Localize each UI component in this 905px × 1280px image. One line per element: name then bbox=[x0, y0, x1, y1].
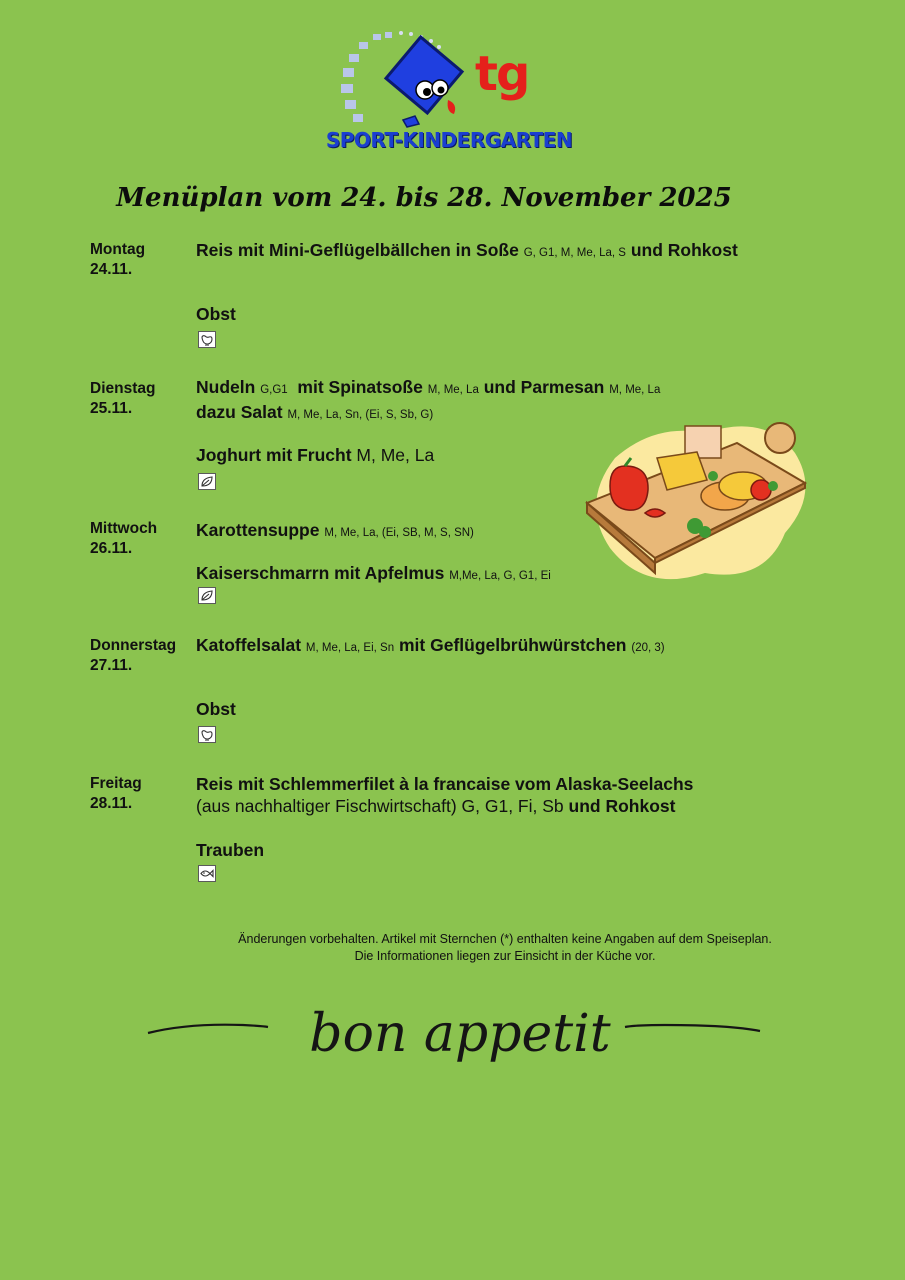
allergen-codes: M, Me, La bbox=[427, 384, 479, 396]
day-label-tuesday bbox=[90, 379, 155, 419]
meal-main: Reis mit Schlemmerfilet à la francaise vom Alaska-Seelachs bbox=[196, 774, 694, 794]
dish-text: Reis mit Mini-Geflügelbällchen in Soße bbox=[196, 240, 519, 260]
day-name: Montag bbox=[90, 241, 146, 258]
day-label-friday bbox=[90, 774, 142, 814]
disclaimer-line: Änderungen vorbehalten. Artikel mit Sternchen (*) enthalten keine Angaben auf dem Speiseplan. bbox=[238, 932, 772, 946]
logo-tg: tg bbox=[475, 46, 529, 102]
meal-dessert: Trauben bbox=[196, 840, 265, 860]
fish-icon bbox=[198, 865, 216, 882]
leaf-icon bbox=[198, 473, 216, 490]
cheese-board-illustration bbox=[585, 418, 807, 584]
day-name: Dienstag bbox=[90, 380, 156, 397]
meal-dessert: Obst bbox=[196, 304, 236, 324]
day-date: 27.11. bbox=[90, 657, 133, 674]
kindergarten-logo bbox=[315, 28, 585, 158]
dish-text: Karottensuppe bbox=[196, 520, 320, 540]
day-name: Mittwoch bbox=[90, 520, 158, 537]
allergen-codes: G, G1, M, Me, La, S bbox=[523, 247, 626, 259]
chicken-icon bbox=[198, 331, 216, 348]
meal-main-detail bbox=[196, 795, 675, 817]
dish-text: Kaiserschmarrn mit Apfelmus bbox=[196, 563, 445, 583]
dish-text: mit Geflügelbrühwürstchen bbox=[398, 635, 627, 655]
allergen-codes: G,G1 bbox=[260, 384, 288, 396]
meal-side bbox=[196, 401, 433, 426]
dish-text: (aus nachhaltiger Fischwirtschaft) G, G1, Fi, Sb bbox=[196, 796, 564, 816]
signature-text: bon appetit bbox=[309, 1004, 611, 1064]
allergen-codes: M, Me, La, Ei, Sn bbox=[305, 642, 395, 654]
allergen-codes: M, Me, La, Sn, (Ei, S, Sb, G) bbox=[287, 409, 434, 421]
leaf-icon bbox=[198, 587, 216, 604]
chicken-icon bbox=[198, 726, 216, 743]
meal-dessert: Obst bbox=[196, 699, 236, 719]
dish-text: Nudeln bbox=[196, 377, 256, 397]
bon-appetit-signature bbox=[140, 985, 780, 1085]
dish-text: Katoffelsalat bbox=[196, 635, 302, 655]
day-date: 25.11. bbox=[90, 400, 133, 417]
day-date: 24.11. bbox=[90, 261, 133, 278]
allergen-codes: M,Me, La, G, G1, Ei bbox=[449, 570, 551, 582]
dish-text: mit Spinatsoße bbox=[297, 377, 423, 397]
meal-dessert bbox=[196, 444, 434, 466]
logo-wordmark: SPORT-KINDERGARTEN bbox=[325, 128, 573, 152]
day-label-thursday bbox=[90, 636, 176, 676]
day-date: 28.11. bbox=[90, 795, 133, 812]
day-date: 26.11. bbox=[90, 540, 133, 557]
meal-main bbox=[196, 634, 665, 659]
dish-text: und Rohkost bbox=[568, 796, 676, 816]
allergen-codes: M, Me, La bbox=[609, 384, 661, 396]
menu-title: Menüplan vom 24. bis 28. November 2025 bbox=[116, 183, 732, 213]
meal-main bbox=[196, 376, 660, 401]
day-label-wednesday bbox=[90, 519, 157, 559]
day-label-monday bbox=[90, 240, 145, 280]
dish-text: dazu Salat bbox=[196, 402, 283, 422]
meal-main bbox=[196, 519, 474, 544]
day-name: Freitag bbox=[90, 775, 142, 792]
allergen-codes: M, Me, La, (Ei, SB, M, S, SN) bbox=[324, 527, 474, 539]
dish-text: und Parmesan bbox=[483, 377, 605, 397]
meal-main bbox=[196, 239, 738, 264]
day-name: Donnerstag bbox=[90, 637, 177, 654]
puzzle-mascot-icon bbox=[315, 28, 475, 138]
meal-dessert bbox=[196, 562, 551, 587]
dish-text: und Rohkost bbox=[630, 240, 738, 260]
allergen-codes: M, Me, La bbox=[356, 445, 435, 465]
allergen-codes: (20, 3) bbox=[631, 642, 665, 654]
info-line: Die Informationen liegen zur Einsicht in der Küche vor. bbox=[354, 949, 656, 963]
dish-text: Joghurt mit Frucht bbox=[196, 445, 352, 465]
